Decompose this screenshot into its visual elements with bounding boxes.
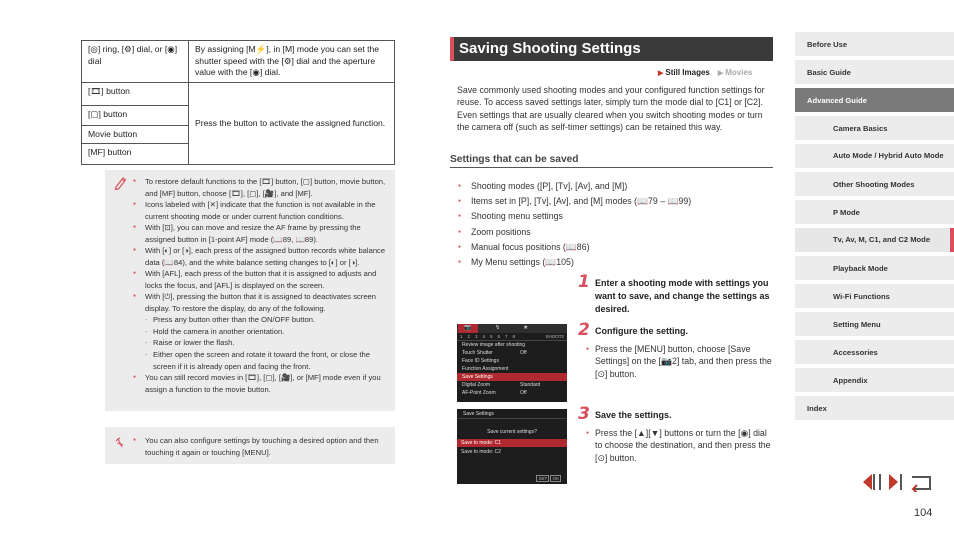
nav-item-label: Auto Mode / Hybrid Auto Mode [833, 151, 944, 161]
return-icon[interactable] [912, 477, 930, 492]
step-number: 3 [578, 404, 590, 424]
page-title: Saving Shooting Settings [450, 37, 773, 61]
table-cell: [MF] button [82, 144, 189, 165]
nav-item-label: Before Use [807, 39, 848, 49]
nav-item-label: Other Shooting Modes [833, 179, 915, 189]
saved-setting-item: ● Shooting menu settings [458, 209, 691, 224]
saved-setting-item: ● Zoom positions [458, 225, 691, 240]
screen-header: Save Settings [457, 409, 567, 419]
camera-menu-row [457, 373, 567, 381]
camera-menu-value: Standard [520, 382, 541, 388]
nav-item-label: P Mode [833, 207, 860, 217]
saved-setting-item: ● Shooting modes ([P], [Tv], [Av], and [M]) [458, 179, 691, 194]
nav-item-advanced-guide[interactable] [795, 88, 954, 112]
nav-item-p-mode[interactable] [795, 200, 954, 224]
nav-item-accessories[interactable] [795, 340, 954, 364]
saved-setting-item: ● Items set in [P], [Tv], [Av], and [M] modes (📖79 – 📖99) [458, 194, 691, 209]
ok-label: OK [552, 476, 559, 481]
nav-item-label: Accessories [833, 347, 878, 357]
note-item: - Either open the screen and rotate it toward the front, or close the screen if it is already open and facing the front. [127, 349, 387, 372]
mymenu-tab-icon: ★ [523, 325, 529, 331]
step-title: Enter a shooting mode with settings you want to save, and change the settings as desired. [595, 278, 770, 315]
nav-item-label: Tv, Av, M, C1, and C2 Mode [833, 235, 931, 245]
nav-item-before-use[interactable] [795, 32, 954, 56]
camera-menu-label: Face ID Settings [462, 358, 499, 364]
nav-item-wi-fi-functions[interactable] [795, 284, 954, 308]
nav-item-label: Basic Guide [807, 67, 851, 77]
tip-box [105, 427, 395, 464]
camera-menu-row [457, 365, 567, 373]
tab-number: 2 [467, 334, 471, 339]
saved-settings-list [458, 179, 691, 270]
nav-item-camera-basics[interactable] [795, 116, 954, 140]
saved-setting-item: ● Manual focus positions (📖86) [458, 240, 691, 255]
nav-item-label: Setting Menu [833, 319, 881, 329]
touch-icon [113, 435, 127, 449]
note-item: - Press any button other than the ON/OFF button. [127, 314, 387, 326]
movies-tag: ▶ Movies [718, 68, 753, 77]
tab-number: 3 [475, 334, 478, 339]
table-row [82, 82, 395, 105]
notes-box [105, 170, 395, 411]
next-page-icon[interactable] [889, 474, 902, 490]
screen-question: Save current settings? [487, 429, 537, 435]
pencil-icon [113, 176, 127, 190]
camera-menu-label: Function Assignment [462, 366, 509, 372]
nav-item-setting-menu[interactable] [795, 312, 954, 336]
nav-item-auto-mode-hybrid-auto-mode[interactable] [795, 144, 954, 168]
custom-tab-icon: ↯ [495, 325, 501, 331]
note-item: ● With [⏻], pressing the button that it is assigned to deactivates screen display. To restore the display, do any of the following. [127, 291, 387, 314]
notes-list [127, 176, 387, 395]
table-cell: Movie button [82, 125, 189, 144]
camera-tabs [457, 324, 567, 333]
note-item: ● Icons labeled with [✕] indicate that the function is not available in the current shooting mode or under current function conditions. [127, 199, 387, 222]
camera-menu-screen [457, 324, 567, 402]
option-c1: Save to mode: C1 [457, 439, 567, 447]
table-cell: [◎] ring, [⚙] dial, or [◉] dial [82, 41, 189, 83]
option-c2: Save to mode: C2 [461, 449, 502, 455]
camera-tab-numbers [457, 333, 567, 341]
mode-tags [658, 68, 752, 77]
first-page-icon[interactable] [863, 474, 875, 490]
nav-item-label: Wi-Fi Functions [833, 291, 890, 301]
camera-menu-value: Off [520, 350, 527, 356]
tab-number: 6 [497, 334, 501, 339]
note-item: ● With [AFL], each press of the button that it is assigned to adjusts and locks the focus, and [AFL] is displayed on the screen. [127, 268, 387, 291]
note-item: - Hold the camera in another orientation. [127, 326, 387, 338]
note-item: ● To restore default functions to the [🎞] button, [▢] button, movie button, and [MF] button, choose [🎞], [▢], [🎥], and [MF]. [127, 176, 387, 199]
table-cell: [🎞] button [82, 82, 189, 105]
saved-setting-item: ● My Menu settings (📖105) [458, 255, 691, 270]
nav-item-label: Playback Mode [833, 263, 888, 273]
camera-menu-label: AF-Point Zoom [462, 390, 496, 396]
step-description: ● Press the [MENU] button, choose [Save Settings] on the [📷2] tab, and then press the [⊙] button. [586, 343, 776, 380]
note-item: - Raise or lower the flash. [127, 337, 387, 349]
step-number: 1 [578, 272, 590, 292]
tab-number: 1 [460, 334, 463, 339]
tab-number: 5 [490, 334, 493, 339]
nav-item-appendix[interactable] [795, 368, 954, 392]
step-number: 2 [578, 320, 590, 340]
step-description: ● Press the [▲][▼] buttons or turn the [◉] dial to choose the destination, and then press the [⊙] button. [586, 427, 776, 464]
table-row [82, 41, 395, 83]
camera-menu-label: Save Settings [462, 374, 493, 380]
step-title: Configure the setting. [595, 326, 688, 336]
camera-menu-row [457, 381, 567, 389]
nav-item-label: Index [807, 403, 827, 413]
table-cell: Press the button to activate the assigned function. [189, 82, 395, 165]
camera-menu-label: Review image after shooting [462, 342, 526, 348]
still-images-tag: ▶ Still Images [658, 68, 710, 77]
nav-item-basic-guide[interactable] [795, 60, 954, 84]
camera-menu-label: Touch Shutter [462, 350, 493, 356]
tip-text: ● You can also configure settings by touching a desired option and then touching it again or touching [MENU]. [127, 435, 387, 458]
note-item: ● You can still record movies in [🎞], [▢], [🎥], or [MF] mode even if you assign a function to the movie button. [127, 372, 387, 395]
page-number: 104 [914, 507, 933, 519]
camera-menu-rows [457, 341, 567, 397]
table-cell: [▢] button [82, 105, 189, 125]
camera-menu-row [457, 389, 567, 397]
ok-hint [536, 476, 561, 481]
save-settings-screen [457, 409, 567, 484]
nav-item-playback-mode[interactable] [795, 256, 954, 280]
camera-menu-row [457, 349, 567, 357]
tab-number: 8 [512, 334, 516, 339]
shoot-tab-label: SHOOT2 [545, 334, 564, 339]
nav-item-tv-av-m-c1-and-c2-mode[interactable] [795, 228, 954, 252]
intro-paragraph: Save commonly used shooting modes and your configured function settings for reuse. To access saved settings later, simply turn the mode dial to [C1] or [C2]. Even settings that are usually cleared when you switch shooting modes or turn the camera off (such as self-timer settings) can be retained this way. [457, 85, 765, 133]
step-title: Save the settings. [595, 410, 672, 420]
tab-number: 4 [482, 334, 486, 339]
nav-item-other-shooting-modes[interactable] [795, 172, 954, 196]
section-heading: Settings that can be saved [450, 154, 773, 168]
camera-menu-value: Off [520, 390, 527, 396]
table-cell: By assigning [M⚡], in [M] mode you can set the shutter speed with the [⚙] dial and the aperture value with the [◉] dial. [189, 41, 395, 83]
nav-item-label: Camera Basics [833, 123, 888, 133]
camera-menu-row [457, 341, 567, 349]
side-navigation [795, 32, 954, 424]
nav-item-label: Appendix [833, 375, 868, 385]
camera-menu-label: Digital Zoom [462, 382, 491, 388]
nav-item-index[interactable] [795, 396, 954, 420]
camera-menu-row [457, 357, 567, 365]
function-table [81, 40, 395, 165]
page-navigation [860, 472, 936, 492]
note-item: ● With [⊡], you can move and resize the AF frame by pressing the assigned button in [1-point AF] mode (📖89, 📖89). [127, 222, 387, 245]
tab-number: 7 [505, 334, 508, 339]
note-item: ● With [◐] or [◑], each press of the assigned button records white balance data (📖84), and the white balance setting changes to [◐] or [◑]. [127, 245, 387, 268]
camera-tab-icon: 📷 [458, 324, 478, 333]
set-label: SET [538, 476, 548, 481]
nav-item-label: Advanced Guide [807, 95, 867, 105]
